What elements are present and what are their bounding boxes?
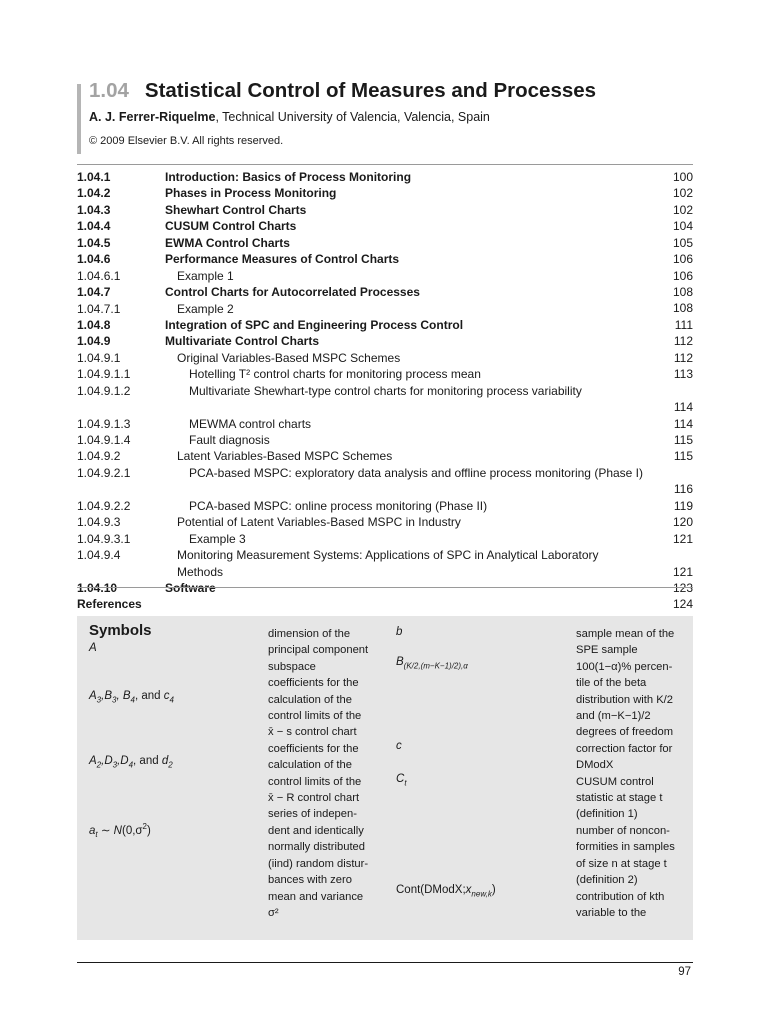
symbols-description-2-line: number of noncon- (576, 824, 670, 837)
symbols-description-1-line: dimension of the (268, 628, 351, 640)
toc-entry[interactable] (77, 596, 693, 612)
toc-entry-number (77, 580, 117, 596)
symbols-description-2-line: distribution with K/2 (576, 693, 674, 706)
symbols-description-1-line: x̄ − s control chart (268, 726, 357, 739)
toc-entry-number: 1.04.7 (77, 285, 111, 300)
symbols-description-1-line: control limits of the (268, 710, 362, 723)
toc-entry-number: 1.04.6.1 (77, 268, 121, 283)
symbols-description-2-line: contribution of kth (576, 890, 665, 903)
toc-entry-page: 100 (672, 169, 693, 184)
toc-entry-number: 1.04.9.1.2 (77, 383, 131, 398)
toc-entry-number: 1.04.9.1.3 (77, 416, 131, 431)
symbol-at-distribution: $a_t$ ∼ $N(0,\sigma^2)$ (89, 822, 151, 840)
toc-entry-number: 1.04.9.2.2 (77, 498, 131, 513)
symbols-description-1-line: normally distributed (268, 841, 366, 854)
toc-entry[interactable] (77, 531, 693, 547)
symbols-description-2-line: of size n at stage t (576, 857, 667, 870)
toc-entry-title: EWMA Control Charts (165, 235, 290, 250)
symbol-b: b (396, 626, 403, 638)
toc-entry-page: 112 (673, 350, 693, 365)
toc-entry-number: 1.04.2 (77, 186, 111, 201)
toc-entry-title: Latent Variables-Based MSPC Schemes (177, 449, 393, 464)
toc-entry-title: Introduction: Basics of Process Monitoring (165, 170, 412, 184)
toc-entry-page: 102 (672, 202, 693, 217)
toc-entry[interactable] (77, 218, 693, 234)
toc-entry[interactable] (77, 301, 693, 317)
author-name: A. J. Ferrer-Riquelme (89, 110, 216, 124)
symbols-description-2-line: statistic at stage t (576, 792, 663, 805)
toc-entry[interactable] (77, 580, 693, 596)
toc-entry-title: PCA-based MSPC: exploratory data analysis and offline process monitoring (Phase I) (189, 465, 644, 480)
toc-entry-page: 104 (672, 219, 693, 234)
symbol-A2-D3-D4-d2: $A_2,D_3,D_4$, and $d_2$ (89, 755, 173, 770)
toc-entry-page: 113 (673, 367, 693, 382)
toc-entry-title: MEWMA control charts (189, 416, 312, 431)
symbols-description-1-line: calculation of the (268, 759, 352, 772)
toc-entry-title: Example 3 (189, 531, 246, 546)
symbol-B-beta-percentile: $B_{(K/2,(m-K-1)/2),\alpha}$ (396, 656, 468, 671)
toc-entry[interactable] (77, 465, 693, 498)
toc-entry[interactable] (77, 317, 693, 333)
chapter-number: 1.04 (89, 79, 129, 102)
toc-entry-page: 106 (672, 252, 693, 267)
toc-entry[interactable] (77, 432, 693, 448)
toc-entry-title: CUSUM Control Charts (165, 219, 297, 234)
toc-entry[interactable] (77, 333, 693, 349)
toc-entry-page: 114 (673, 416, 693, 431)
toc-entry-page: 108 (672, 301, 693, 316)
symbols-description-2-line: (definition 1) (576, 808, 638, 821)
toc-entry-title: Potential of Latent Variables-Based MSPC in Industry (177, 515, 461, 530)
toc-entry-page: 108 (672, 285, 693, 300)
chapter-title (89, 79, 596, 103)
toc-entry-page: 115 (673, 433, 693, 447)
toc-entry-number: 1.04.4 (77, 219, 111, 234)
symbols-description-1-line: principal component (268, 644, 369, 657)
symbols-description-1-line: calculation of the (268, 693, 352, 706)
toc-entry[interactable] (77, 202, 693, 218)
table-of-contents (77, 169, 693, 613)
symbols-description-1-line: coefficients for the (268, 742, 359, 755)
toc-entry-number: 1.04.9.4 (77, 548, 121, 563)
toc-entry-number: 1.04.9 (77, 334, 111, 349)
toc-entry[interactable] (77, 284, 693, 300)
toc-entry-title: Multivariate Control Charts (165, 334, 320, 349)
copyright-notice: © 2009 Elsevier B.V. All rights reserved. (89, 135, 284, 147)
toc-entry-page: 112 (673, 334, 693, 349)
symbol-A3-B3-B4-c4: $A_3,B_3$, $B_4$, and $c_4$ (89, 690, 174, 705)
toc-entry[interactable] (77, 514, 693, 530)
toc-entry-page: 121 (672, 531, 693, 546)
symbol-A: A (89, 642, 97, 654)
toc-entry-number: References (77, 597, 142, 612)
toc-entry-page: 124 (672, 597, 693, 612)
symbols-description-2-line: SPE sample (576, 644, 638, 657)
toc-entry[interactable] (77, 350, 693, 366)
chapter-title-text: Statistical Control of Measures and Processes (144, 79, 597, 102)
symbols-description-2-line: formities in samples (576, 841, 675, 854)
toc-entry-number: 1.04.9.2 (77, 449, 121, 464)
toc-entry-title: Hotelling T² control charts for monitoring process mean (189, 367, 481, 382)
symbols-description-2-line: 100(1−α)% percen- (576, 660, 673, 673)
toc-entry-title: Performance Measures of Control Charts (165, 252, 400, 267)
toc-top-rule (77, 164, 693, 165)
toc-entry-title: Integration of SPC and Engineering Process Control (165, 317, 464, 332)
toc-entry-page (673, 580, 693, 596)
symbol-contribution-dmodx: $Cont(DModX;x_{new,k})$ (396, 884, 496, 899)
toc-entry[interactable] (77, 169, 693, 185)
toc-entry[interactable] (77, 185, 693, 201)
toc-entry-number: 1.04.9.2.1 (77, 465, 131, 480)
symbols-description-2-line: sample mean of the (576, 628, 675, 640)
symbols-description-1-line: series of indepen- (268, 808, 357, 821)
symbols-description-1-line: coefficients for the (268, 677, 359, 690)
symbols-description-2-line: and (m−K−1)/2 (576, 710, 651, 723)
toc-entry-number: 1.04.1 (77, 170, 111, 184)
symbols-description-1-line: x̄ − R control chart (268, 792, 360, 805)
toc-entry-page: 114 (673, 400, 693, 415)
toc-entry-number: 1.04.3 (77, 202, 111, 217)
toc-entry-number: 1.04.6 (77, 252, 111, 267)
toc-entry[interactable] (77, 251, 693, 267)
symbols-description-2-line: degrees of freedom (576, 726, 674, 739)
toc-entry-page: 102 (672, 186, 693, 201)
author-line (89, 110, 490, 124)
toc-entry-page: 120 (672, 515, 693, 530)
toc-entry-title: Multivariate Shewhart-type control charts for monitoring process variability (189, 383, 582, 398)
toc-entry-title: Example 2 (177, 301, 234, 316)
symbols-description-1-line: mean and variance (268, 890, 364, 903)
toc-entry-number: 1.04.9.1.1 (77, 367, 131, 382)
symbols-description-1-line: control limits of the (268, 775, 362, 788)
author-affiliation: , Technical University of Valencia, Valencia, Spain (215, 110, 490, 124)
symbols-heading: Symbols (89, 622, 152, 639)
toc-entry-title: PCA-based MSPC: online process monitoring (Phase II) (189, 498, 488, 513)
symbols-description-1-line: bances with zero (268, 874, 352, 887)
symbols-description-2-line: DModX (576, 759, 614, 772)
toc-entry[interactable] (77, 366, 693, 382)
toc-entry[interactable] (77, 416, 693, 432)
toc-entry[interactable] (77, 448, 693, 464)
toc-entry[interactable] (77, 268, 693, 284)
toc-entry-page: 116 (673, 482, 693, 497)
symbols-description-1-line: (iind) random distur- (268, 857, 369, 870)
page-number: 97 (678, 966, 691, 978)
toc-entry-number: 1.04.9.3 (77, 515, 121, 530)
symbols-description-2-line: (definition 2) (576, 874, 638, 887)
toc-entry-page: 106 (672, 268, 693, 283)
toc-entry-page: 115 (673, 449, 693, 464)
toc-entry-page: 111 (674, 317, 693, 332)
toc-bottom-rule (77, 587, 693, 588)
toc-entry-number: 1.04.5 (77, 235, 111, 250)
toc-entry-title (165, 580, 635, 596)
toc-entry-page: 119 (673, 498, 693, 513)
symbols-box (77, 616, 693, 940)
toc-entry-number: 1.04.9.1.4 (77, 433, 131, 448)
symbol-c: c (396, 740, 402, 752)
symbols-description-1-line: dent and identically (268, 824, 364, 837)
toc-entry-page: 121 (672, 564, 693, 579)
symbols-description-2-line: tile of the beta (576, 677, 647, 690)
symbol-Ct: $C_t$ (396, 773, 407, 788)
toc-entry-page: 105 (672, 235, 693, 250)
symbols-description-column-2 (576, 626, 692, 921)
toc-entry[interactable] (77, 383, 693, 416)
toc-entry-title: Control Charts for Autocorrelated Processes (165, 285, 420, 300)
symbols-description-2-line: variable to the (576, 906, 647, 919)
symbols-description-1-line: σ² (268, 906, 279, 919)
symbols-description-2-line: correction factor for (576, 742, 673, 755)
toc-entry-title: Shewhart Control Charts (165, 202, 307, 217)
symbols-description-1-line: subspace (268, 660, 316, 673)
toc-entry[interactable] (77, 547, 693, 580)
toc-entry-title: Fault diagnosis (189, 433, 270, 448)
symbols-description-column-1 (268, 626, 388, 921)
symbols-description-2-line: CUSUM control (576, 775, 654, 788)
toc-entry-number: 1.04.7.1 (77, 301, 121, 316)
toc-entry-title: Original Variables-Based MSPC Schemes (177, 350, 401, 365)
toc-entry[interactable] (77, 235, 693, 251)
toc-entry-title: Phases in Process Monitoring (165, 186, 337, 201)
toc-entry-number: 1.04.9.3.1 (77, 531, 131, 546)
toc-entry-number: 1.04.8 (77, 317, 111, 332)
footer-rule (77, 962, 693, 963)
toc-entry-title: Monitoring Measurement Systems: Applications of SPC in Analytical Laboratory Methods (177, 548, 599, 579)
toc-entry[interactable] (77, 498, 693, 514)
toc-entry-number: 1.04.9.1 (77, 350, 121, 365)
toc-entry-title: Example 1 (177, 268, 234, 283)
header-accent-bar (77, 84, 81, 154)
